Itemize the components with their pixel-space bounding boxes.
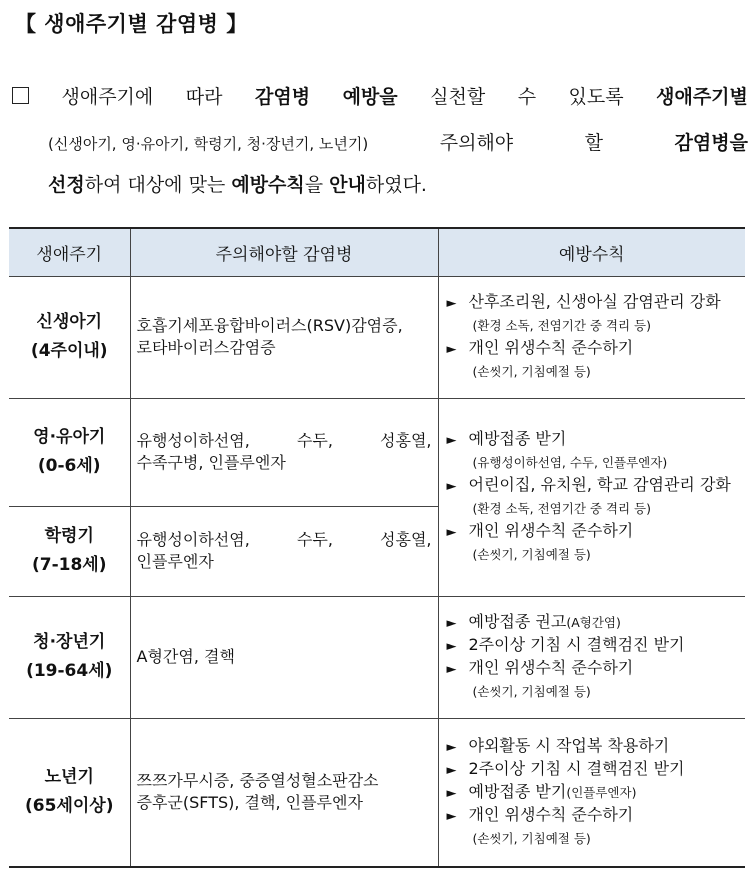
intro-word: 생애주기별 bbox=[656, 86, 748, 108]
prevention-text: 개인 위생수칙 준수하기 bbox=[468, 658, 634, 677]
intro-word: 있도록 bbox=[568, 86, 624, 108]
disease-cell: 호흡기세포융합바이러스(RSV)감염증, 로타바이러스감염증 bbox=[130, 276, 438, 398]
prevention-text: 개인 위생수칙 준수하기 bbox=[468, 338, 634, 357]
disease-word: 수두, bbox=[296, 530, 333, 549]
prevention-item bbox=[447, 735, 740, 758]
intro-word: 실천할 bbox=[430, 86, 486, 108]
header-disease: 주의해야할 감염병 bbox=[130, 228, 438, 276]
intro-word: 예방을 bbox=[342, 86, 398, 108]
triangle-right-bullet-icon: ► bbox=[446, 785, 457, 801]
triangle-right-bullet-icon: ► bbox=[446, 433, 457, 448]
infection-table bbox=[9, 227, 745, 868]
prevention-text: 예방접종 권고 bbox=[468, 612, 567, 631]
disease-word: 수두, bbox=[296, 431, 333, 450]
intro-word: 감염병 bbox=[255, 86, 311, 108]
prevention-item bbox=[447, 657, 740, 680]
triangle-right-bullet-icon: ► bbox=[446, 662, 457, 677]
disease-word: 유행성이하선염, bbox=[136, 530, 250, 549]
disease-word: 성홍열, bbox=[380, 431, 432, 450]
table-row bbox=[9, 596, 745, 718]
triangle-right-bullet-icon: ► bbox=[446, 479, 457, 494]
triangle-right-bullet-icon: ► bbox=[446, 762, 457, 778]
prevention-detail: (손씻기, 기침예절 등) bbox=[472, 684, 591, 699]
intro-word: 수 bbox=[517, 86, 537, 108]
prevention-item bbox=[447, 474, 740, 497]
intro-line-2 bbox=[48, 128, 748, 155]
intro-word: 하여 대상에 맞는 bbox=[84, 174, 232, 196]
stage-cell: 학령기 (7-18세) bbox=[9, 506, 130, 596]
disease-cell: 유행성이하선염, 수두, 성홍열, 인플루엔자 bbox=[130, 506, 438, 596]
disease-cell: A형간염, 결핵 bbox=[130, 596, 438, 718]
triangle-right-bullet-icon: ► bbox=[446, 739, 457, 755]
table-row bbox=[9, 276, 745, 398]
page-title: 【 생애주기별 감염병 】 bbox=[15, 12, 248, 36]
intro-word: 할 bbox=[584, 132, 604, 154]
prevention-cell bbox=[438, 276, 745, 398]
intro-word: 주의해야 bbox=[439, 132, 514, 154]
intro-word: 예방수칙 bbox=[231, 174, 305, 196]
disease-cell: 쯔쯔가무시증, 중증열성혈소판감소 증후군(SFTS), 결핵, 인플루엔자 bbox=[130, 718, 438, 867]
prevention-text: 예방접종 받기 bbox=[468, 429, 567, 448]
prevention-item bbox=[447, 428, 740, 451]
triangle-right-bullet-icon: ► bbox=[446, 342, 457, 357]
prevention-text: 개인 위생수칙 준수하기 bbox=[468, 521, 634, 540]
prevention-item bbox=[447, 291, 740, 314]
disease-cell: 유행성이하선염, 수두, 성홍열, 수족구병, 인플루엔자 bbox=[130, 398, 438, 506]
prevention-item bbox=[447, 758, 740, 781]
prevention-item bbox=[447, 804, 740, 827]
prevention-text: 2주이상 기침 시 결핵검진 받기 bbox=[468, 758, 685, 778]
intro-word: 따라 bbox=[185, 86, 223, 108]
prevention-text: 2주이상 기침 시 결핵검진 받기 bbox=[468, 635, 685, 654]
intro-word: 선정 bbox=[48, 174, 85, 196]
triangle-right-bullet-icon: ► bbox=[446, 808, 457, 824]
prevention-item bbox=[447, 611, 740, 634]
prevention-cell bbox=[438, 718, 745, 867]
prevention-detail: (유행성이하선염, 수두, 인플루엔자) bbox=[472, 455, 668, 470]
intro-line-1 bbox=[12, 82, 748, 109]
intro-word: 생애주기에 bbox=[61, 86, 154, 108]
header-stage: 생애주기 bbox=[9, 228, 130, 276]
stage-cell: 노년기 (65세이상) bbox=[9, 718, 130, 867]
table-row bbox=[9, 718, 745, 867]
empty-square-icon bbox=[12, 87, 29, 104]
prevention-text: 어린이집, 유치원, 학교 감염관리 강화 bbox=[468, 475, 731, 494]
intro-word: 안내 bbox=[329, 174, 366, 196]
table-header-row bbox=[9, 228, 745, 276]
stage-cell: 신생아기 (4주이내) bbox=[9, 276, 130, 398]
prevention-text: 예방접종 받기 bbox=[468, 781, 567, 801]
table-row bbox=[9, 398, 745, 506]
header-prevention: 예방수칙 bbox=[438, 228, 745, 276]
prevention-detail: (환경 소독, 전염기간 중 격리 등) bbox=[472, 501, 651, 516]
intro-stage-list: (신생아기, 영·유아기, 학령기, 청·장년기, 노년기) bbox=[48, 135, 369, 153]
prevention-detail: (손씻기, 기침예절 등) bbox=[472, 830, 591, 846]
triangle-right-bullet-icon: ► bbox=[446, 296, 457, 311]
intro-word: 감염병을 bbox=[674, 132, 748, 154]
triangle-right-bullet-icon: ► bbox=[446, 616, 457, 631]
intro-word: 하였다. bbox=[365, 174, 427, 196]
intro-line-3 bbox=[48, 170, 427, 197]
stage-cell: 영·유아기 (0-6세) bbox=[9, 398, 130, 506]
disease-word: 유행성이하선염, bbox=[136, 431, 250, 450]
stage-cell: 청·장년기 (19-64세) bbox=[9, 596, 130, 718]
prevention-item bbox=[447, 781, 740, 804]
prevention-detail: (손씻기, 기침예절 등) bbox=[472, 547, 591, 562]
prevention-item bbox=[447, 520, 740, 543]
prevention-detail: (손씻기, 기침예절 등) bbox=[472, 364, 591, 379]
disease-word: 성홍열, bbox=[380, 530, 432, 549]
prevention-item bbox=[447, 634, 740, 657]
prevention-cell bbox=[438, 398, 745, 596]
prevention-note: (인플루엔자) bbox=[566, 784, 637, 800]
prevention-cell bbox=[438, 596, 745, 718]
triangle-right-bullet-icon: ► bbox=[446, 639, 457, 654]
prevention-note: (A형간염) bbox=[566, 615, 621, 630]
prevention-text: 야외활동 시 작업복 착용하기 bbox=[468, 735, 670, 755]
prevention-item bbox=[447, 337, 740, 360]
prevention-text: 산후조리원, 신생아실 감염관리 강화 bbox=[468, 292, 721, 311]
triangle-right-bullet-icon: ► bbox=[446, 525, 457, 540]
intro-word: 을 bbox=[304, 174, 330, 196]
prevention-text: 개인 위생수칙 준수하기 bbox=[468, 804, 634, 824]
prevention-detail: (환경 소독, 전염기간 중 격리 등) bbox=[472, 318, 651, 333]
